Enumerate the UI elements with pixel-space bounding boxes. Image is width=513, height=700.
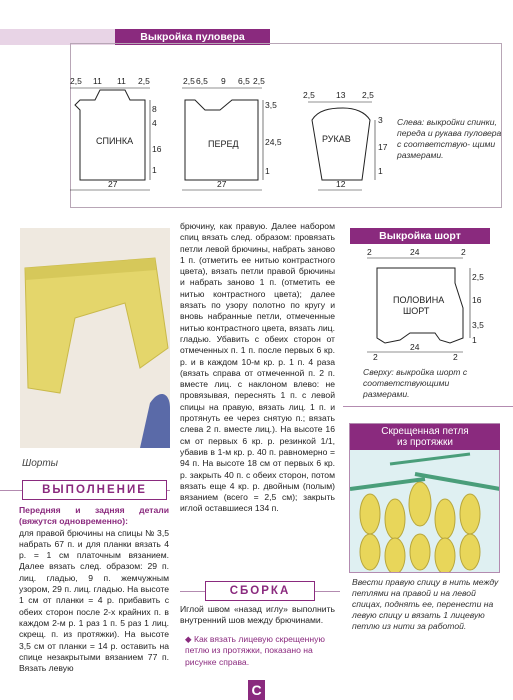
pullover-patterns xyxy=(0,70,400,200)
assembly-heading-text: СБОРКА xyxy=(229,585,291,597)
sleeve-outline xyxy=(312,108,370,180)
back-side-2: 4 xyxy=(152,118,157,128)
sleeve-top-right: 2,5 xyxy=(362,90,374,100)
column-1-heading: Передняя и задняя детали (вяжутся одновременно): xyxy=(19,505,169,527)
back-side-4: 1 xyxy=(152,165,157,175)
crossed-title-1: Скрещенная петля xyxy=(381,426,469,437)
front-side-3: 1 xyxy=(265,166,270,176)
pullover-title: Выкройка пуловера xyxy=(140,31,245,43)
front-top-left: 2,5 xyxy=(183,76,195,86)
sleeve-side-1: 3 xyxy=(378,115,383,125)
column-1-text: для правой брючины на спицы № 3,5 набрать 67 п. и для планки вязать 4 р. = 1 см платочным вязанием. Далее вязать след. образом: 29 п. лиц. гладью, 9 п. жемчужным узором, 29 п. лиц. гладью. На высоте 1 см от планки = 4 р. прибавить с обеих сторон после 2-х крайних п. в каждом 2-м р. 1 раз 1 п. 5 раз 1 лиц. скрещ. п. из протяжки). На высоте 3,5 см от планки = 14 р. оставить на спице незакрытыми вязанием 77 п. Вязать левую xyxy=(19,527,169,674)
column-2-text: брючину, как правую. Далее набором спиц вязать след. образом: провязать петли левой брючины, набрать заново 1 п. (отметить ее нитью контрастного цвета), вязать петли правой брючины и набрать заново 1 п. (отметить ее нитью контрастного цвета); далее вязать по узору полотно по кругу и вновь набранные петли, отмеченные нитью контрастного цвета, вязать лиц. гладью. Убавить с обеих сторон от отмеченных п. 1 п. после первых 6 кр. р. и в каждом 10-м кр. р. 1 п. 4 раза (вязать справа от отмеченной п. 2 п. вместе лиц. с наклоном влево: не провязывая, переснять 1 п. с левой спицы на правую, вязать лиц. 1 п. и протянуть ее через снятую п.; вязать слева 2 п. вместе лиц.). На высоте 16 см от первых 6 кр. р. резинкой 1/1, убавив в 1-м кр. р. 40 п. равномерно = 94 п. На высоте 18 см от первых 6 кр. р. закрыть 40 п. с обеих сторон, потом вязать еще 4 кр. р. двойным (полым) вязанием (всего = 2,5 см); закрыть иглой оставшиеся 134 п. xyxy=(180,221,335,514)
shorts-caption: Сверху: выкройка шорт с соответствующими размерами. xyxy=(363,367,468,399)
column-1 xyxy=(19,505,169,674)
crossed-title-2: из протяжки xyxy=(397,437,453,448)
shorts-top-left: 2 xyxy=(367,248,372,257)
back-bottom: 27 xyxy=(108,179,118,189)
front-side-1: 3,5 xyxy=(265,100,277,110)
shorts-pattern xyxy=(355,248,505,363)
shorts-side-1: 2,5 xyxy=(472,272,484,282)
column-2 xyxy=(180,221,335,515)
back-label: СПИНКА xyxy=(96,136,134,146)
sleeve-label: РУКАВ xyxy=(322,134,351,144)
sleeve-side-3: 1 xyxy=(378,166,383,176)
diamond-icon: ◆ xyxy=(185,634,194,644)
back-outline xyxy=(75,90,145,180)
back-top-mid2: 11 xyxy=(117,76,126,86)
front-top-right: 2,5 xyxy=(253,76,265,86)
front-top-b: 9 xyxy=(221,76,226,86)
shorts-title: Выкройка шорт xyxy=(379,230,461,242)
back-side-1: 8 xyxy=(152,104,157,114)
pullover-caption: Слева: выкройки спинки, переда и рукава пуловера с соответствую- щими размерами. xyxy=(397,117,502,160)
back-top-right: 2,5 xyxy=(138,76,150,86)
shorts-title-bar xyxy=(350,228,490,244)
execution-heading-text: ВЫПОЛНЕНИЕ xyxy=(42,484,147,496)
shorts-rule xyxy=(343,406,513,407)
sleeve-top-mid: 13 xyxy=(336,90,346,100)
sleeve-side-2: 17 xyxy=(378,142,388,152)
shorts-illustration xyxy=(20,228,170,448)
execution-heading xyxy=(22,480,167,500)
shorts-photo xyxy=(20,228,170,448)
front-side-2: 24,5 xyxy=(265,137,282,147)
front-top-c: 6,5 xyxy=(238,76,250,86)
crossed-caption: Ввести правую спицу в нить между петлями на правой и на левой спицах, поднять ее, перенести на левую спицу и вязать 1 лицевую петлю из нити за работой. xyxy=(352,577,499,631)
photo-caption: Шорты xyxy=(22,458,59,469)
sleeve-top-left: 2,5 xyxy=(303,90,315,100)
back-top-mid1: 11 xyxy=(93,76,102,86)
assembly-text: Иглой швом «назад иглу» выполнить внутренний шов между брючинами. xyxy=(180,604,335,626)
back-top-left: 2,5 xyxy=(70,76,82,86)
front-top-a: 6,5 xyxy=(196,76,208,86)
front-bottom: 27 xyxy=(217,179,227,189)
shorts-top-mid: 24 xyxy=(410,248,420,257)
shorts-side-3: 3,5 xyxy=(472,320,484,330)
shorts-label-2: ШОРТ xyxy=(403,306,430,316)
crossed-title-bar xyxy=(350,424,500,450)
shorts-side-4: 1 xyxy=(472,335,477,345)
sleeve-bottom: 12 xyxy=(336,179,346,189)
note-content: Как вязать лицевую скрещенную петлю из протяжки, показано на рисунке справа. xyxy=(185,634,325,667)
shorts-bot-mid: 24 xyxy=(410,342,420,352)
assembly-heading xyxy=(205,581,315,601)
shorts-bot-left: 2 xyxy=(373,352,378,362)
shorts-side-2: 16 xyxy=(472,295,482,305)
page-letter: C xyxy=(248,680,265,700)
shorts-top-right: 2 xyxy=(461,248,466,257)
shorts-label-1: ПОЛОВИНА xyxy=(393,295,445,305)
front-label: ПЕРЕД xyxy=(208,139,239,149)
note-text xyxy=(185,634,340,668)
back-side-3: 16 xyxy=(152,144,162,154)
shorts-bot-right: 2 xyxy=(453,352,458,362)
